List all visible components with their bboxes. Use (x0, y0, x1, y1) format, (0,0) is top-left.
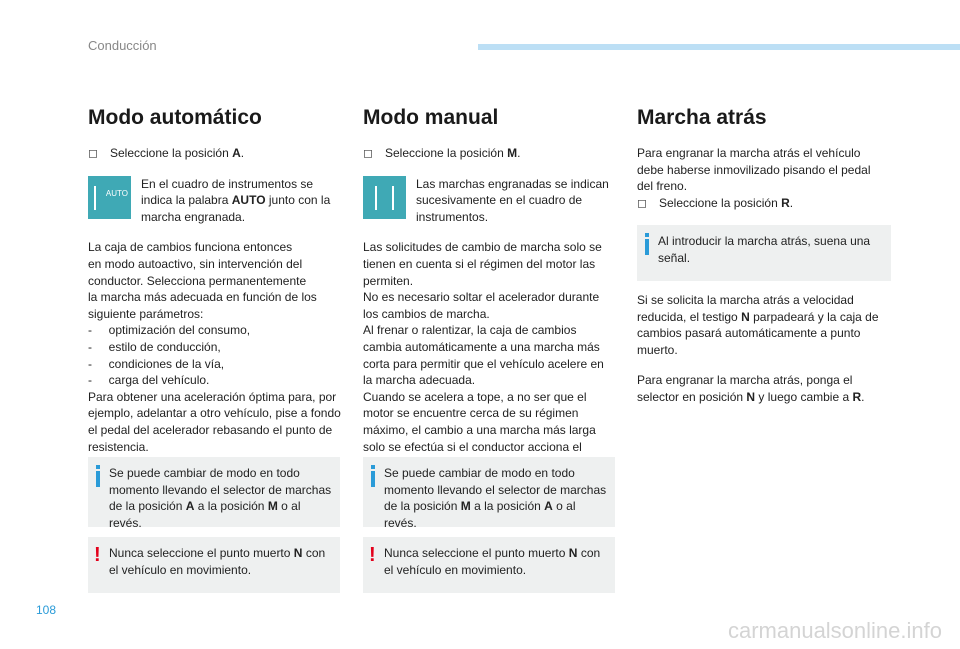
exclamation-icon: ! (94, 544, 101, 566)
manual-column (363, 105, 618, 486)
auto-warning-box: ! Nunca seleccione el punto muerto N con el vehículo en movimiento. (88, 537, 340, 593)
auto-display-icon: AUTO (88, 176, 131, 219)
info-icon (645, 233, 649, 255)
reverse-title: Marcha atrás (637, 106, 767, 129)
info-icon (96, 465, 100, 487)
auto-info-box: Se puede cambiar de modo en todo momento llevando el selector de marchas de la posición A a la posición M o al revés. (88, 457, 340, 527)
checkbox-arrow-icon: ◻ (637, 195, 647, 210)
section-label: Conducción (88, 38, 157, 53)
manual-display-icon (363, 176, 406, 219)
checkbox-arrow-icon: ◻ (363, 146, 373, 160)
checkbox-arrow-icon: ◻ (88, 146, 98, 160)
auto-step: ◻ Seleccione la posición A. (88, 146, 245, 160)
manual-info-box: Se puede cambiar de modo en todo momento llevando el selector de marchas de la posición M a la posición A o al revés. (363, 457, 615, 527)
auto-paragraph: La caja de cambios funciona entonces en modo autoactivo, sin intervención del conductor. Selecciona permanentemente la marcha más adecuada en función de los siguiente parámetros: - optimización del consumo, - estilo de conducción, - condiciones de la vía, - carga del vehículo. Para obtener una aceleración óptima para, por ejemplo, adelantar a otro vehículo, pise a fondo el pedal del acelerador rebasando el punto de resistencia. (88, 240, 341, 454)
exclamation-icon: ! (369, 544, 376, 566)
reverse-step: ◻ Seleccione la posición R. (637, 195, 794, 210)
reverse-intro: Para engranar la marcha atrás el vehículo debe haberse inmovilizado pisando el pedal del freno. (637, 146, 871, 194)
reverse-paragraph-1: Si se solicita la marcha atrás a velocidad reducida, el testigo N parpadeará y la caja de cambios pasará automáticamente a punto muerto. (637, 293, 879, 357)
auto-column (88, 105, 343, 469)
reverse-column-lower (637, 292, 882, 420)
auto-title: Modo automático (88, 106, 262, 129)
manual-title: Modo manual (363, 106, 499, 129)
reverse-info-box: Al introducir la marcha atrás, suena una señal. (637, 225, 891, 281)
info-icon (371, 465, 375, 487)
watermark: carmanualsonline.info (727, 618, 942, 643)
manual-warning-box: ! Nunca seleccione el punto muerto N con el vehículo en movimiento. (363, 537, 615, 593)
manual-indicator-row: Las marchas engranadas se indican sucesivamente en el cuadro de instrumentos. (363, 176, 618, 226)
manual-step: ◻ Seleccione la posición M. (363, 146, 521, 160)
auto-indicator-row: AUTO En el cuadro de instrumentos se indica la palabra AUTO junto con la marcha engranada. (88, 176, 343, 226)
header-bar (478, 44, 960, 50)
reverse-paragraph-2: Para engranar la marcha atrás, ponga el selector en posición N y luego cambie a R. (637, 373, 865, 404)
page-number: 108 (36, 603, 57, 617)
reverse-column (637, 105, 882, 225)
manual-paragraph: Las solicitudes de cambio de marcha solo se tienen en cuenta si el régimen del motor las permiten. No es necesario soltar el acelerador durante los cambios de marcha. Al frenar o ralentizar, la caja de cambios cambia automáticamente a una marcha más corta para permitir que el vehículo acelere en la marcha adecuada. Cuando se acelera a tope, a no ser que el motor se encuentre cerca de su régimen máximo, el cambio a una marcha más larga solo se efectúa si el conductor acciona el (363, 240, 604, 454)
